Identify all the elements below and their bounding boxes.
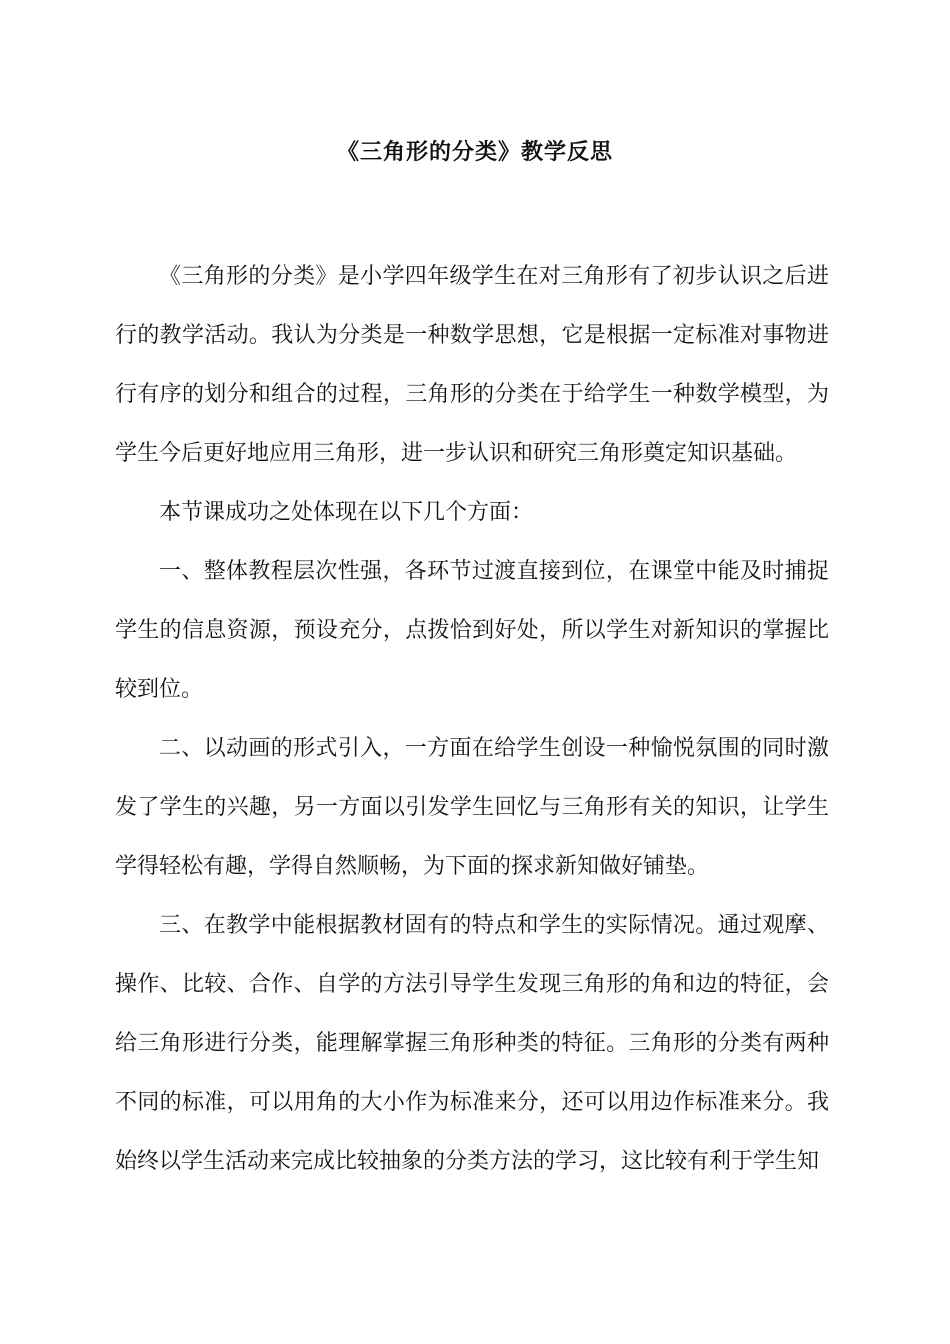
paragraph-point-one: 一、整体教程层次性强，各环节过渡直接到位，在课堂中能及时捕捉学生的信息资源，预设充分，点拨恰到好处，所以学生对新知识的掌握比较到位。: [115, 559, 829, 702]
paragraph-intro: 《三角形的分类》是小学四年级学生在对三角形有了初步认识之后进行的教学活动。我认为分类是一种数学思想，它是根据一定标准对事物进行有序的划分和组合的过程，三角形的分类在于给学生一种数学模型，为学生今后更好地应用三角形，进一步认识和研究三角形奠定知识基础。: [115, 264, 829, 466]
paragraph-summary-lead: 本节课成功之处体现在以下几个方面：: [159, 500, 534, 525]
paragraph-point-two: 二、以动画的形式引入，一方面在给学生创设一种愉悦氛围的同时激发了学生的兴趣，另一方面以引发学生回忆与三角形有关的知识，让学生学得轻松有趣，学得自然顺畅，为下面的探求新知做好铺垫。: [115, 736, 829, 879]
paragraph-point-three: 三、在教学中能根据教材固有的特点和学生的实际情况。通过观摩、操作、比较、合作、自学的方法引导学生发现三角形的角和边的特征，会给三角形进行分类，能理解掌握三角形种类的特征。三角形的分类有两种不同的标准，可以用角的大小作为标准来分，还可以用边作标准来分。我始终以学生活动来完成比较抽象的分类方法的学习，这比较有利于学生知: [115, 913, 829, 1174]
document-body: [115, 247, 829, 1191]
document-title: 《三角形的分类》教学反思: [336, 139, 613, 165]
